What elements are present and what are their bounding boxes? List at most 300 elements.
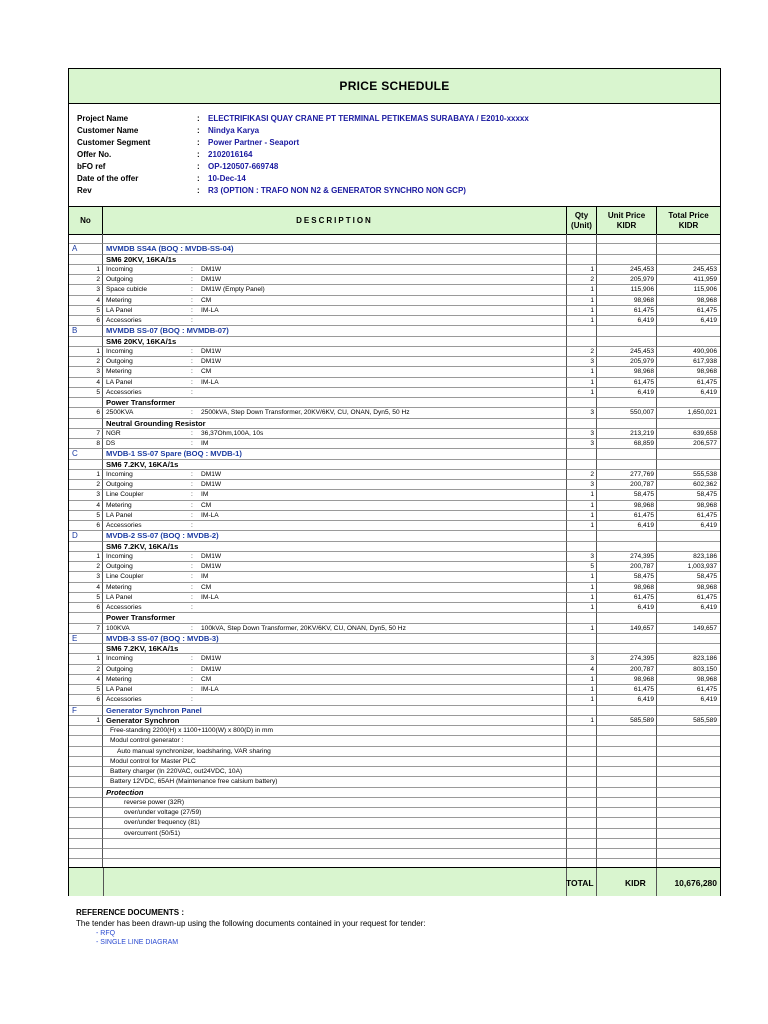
- cell-unit-price: 61,475: [597, 685, 657, 695]
- row-heading: SM6 7.2KV, 16KA/1s: [106, 644, 179, 653]
- cell-no: [69, 337, 103, 347]
- table-row: [69, 685, 720, 695]
- item-colon: :: [191, 655, 193, 663]
- cell-no: 3: [69, 572, 103, 582]
- cell-no: E: [69, 634, 103, 644]
- cell-qty: [567, 326, 597, 336]
- price-schedule-sheet: [68, 68, 721, 896]
- cell-total-price: [657, 244, 720, 254]
- item-colon: :: [191, 511, 193, 519]
- cell-unit-price: [597, 808, 657, 818]
- cell-qty: [567, 398, 597, 408]
- table-row: [69, 439, 720, 449]
- cell-unit-price: 200,787: [597, 665, 657, 675]
- cell-total-price: 245,453: [657, 265, 720, 275]
- cell-unit-price: [597, 788, 657, 798]
- info-value: ELECTRIFIKASI QUAY CRANE PT TERMINAL PETIKEMAS SURABAYA / E2010-xxxxx: [208, 114, 529, 123]
- cell-total-price: 58,475: [657, 490, 720, 500]
- cell-no: [69, 747, 103, 757]
- cell-no: [69, 398, 103, 408]
- cell-no: 5: [69, 593, 103, 603]
- cell-no: B: [69, 326, 103, 336]
- item-spec: DM1W: [201, 563, 222, 570]
- cell-qty: 1: [567, 583, 597, 593]
- cell-total-price: [657, 777, 720, 787]
- cell-total-price: 639,658: [657, 429, 720, 439]
- item-colon: :: [191, 429, 193, 437]
- cell-no: [69, 542, 103, 552]
- cell-description: [103, 624, 567, 634]
- cell-description: [103, 685, 567, 695]
- cell-total-price: 1,650,021: [657, 408, 720, 418]
- cell-qty: 1: [567, 675, 597, 685]
- cell-unit-price: 274,395: [597, 654, 657, 664]
- cell-unit-price: 550,007: [597, 408, 657, 418]
- info-value: Nindya Karya: [208, 126, 260, 135]
- cell-description: [103, 337, 567, 347]
- cell-total-price: [657, 326, 720, 336]
- table-row: [69, 552, 720, 562]
- info-value: R3 (OPTION : TRAFO NON N2 & GENERATOR SYNCHRO NON GCP): [208, 186, 466, 195]
- cell-qty: [567, 531, 597, 541]
- cell-no: F: [69, 706, 103, 716]
- cell-no: 3: [69, 367, 103, 377]
- item-name: LA Panel: [106, 686, 133, 693]
- cell-qty: 1: [567, 593, 597, 603]
- cell-qty: [567, 798, 597, 808]
- cell-description: [103, 839, 567, 849]
- cell-total-price: 411,959: [657, 275, 720, 285]
- table-row: [69, 296, 720, 306]
- info-label: Customer Name: [77, 126, 139, 135]
- table-row: [69, 275, 720, 285]
- cell-no: [69, 255, 103, 265]
- table-row: [69, 818, 720, 828]
- cell-description: [103, 829, 567, 839]
- cell-no: 1: [69, 265, 103, 275]
- cell-total-price: [657, 255, 720, 265]
- item-spec: 100kVA, Step Down Transformer, 20KV/6KV, CU, ONAN, Dyn5, 50 Hz: [201, 624, 406, 632]
- header-qty: Qty (Unit): [567, 207, 597, 234]
- cell-unit-price: [597, 255, 657, 265]
- cell-description: [103, 542, 567, 552]
- cell-unit-price: 98,968: [597, 296, 657, 306]
- cell-qty: [567, 808, 597, 818]
- total-divider: [103, 868, 104, 896]
- item-spec: DM1W: [201, 481, 222, 488]
- cell-no: [69, 798, 103, 808]
- cell-description: [103, 511, 567, 521]
- cell-description: [103, 419, 567, 429]
- cell-unit-price: [597, 839, 657, 849]
- cell-qty: 3: [567, 439, 597, 449]
- cell-description: [103, 378, 567, 388]
- cell-no: 1: [69, 654, 103, 664]
- cell-unit-price: 213,219: [597, 429, 657, 439]
- cell-no: 1: [69, 552, 103, 562]
- table-row: [69, 747, 720, 757]
- cell-total-price: [657, 839, 720, 849]
- cell-qty: 1: [567, 716, 597, 726]
- cell-no: 4: [69, 296, 103, 306]
- item-colon: :: [191, 573, 193, 581]
- cell-total-price: 490,906: [657, 347, 720, 357]
- item-colon: :: [191, 686, 193, 693]
- header-no: No: [69, 207, 103, 234]
- cell-no: 4: [69, 378, 103, 388]
- cell-qty: [567, 829, 597, 839]
- table-row: [69, 777, 720, 787]
- item-name: Incoming: [106, 265, 133, 273]
- cell-total-price: [657, 613, 720, 623]
- header-total-price: Total Price KIDR: [668, 210, 709, 230]
- cell-description: [103, 347, 567, 357]
- cell-total-price: [657, 736, 720, 746]
- cell-qty: [567, 777, 597, 787]
- cell-no: 4: [69, 501, 103, 511]
- cell-no: [69, 736, 103, 746]
- cell-total-price: [657, 644, 720, 654]
- cell-unit-price: [597, 634, 657, 644]
- item-name: LA Panel: [106, 378, 133, 386]
- table-row: [69, 285, 720, 295]
- item-spec: IM-LA: [201, 511, 219, 519]
- cell-qty: 3: [567, 357, 597, 367]
- info-colon: :: [197, 186, 200, 195]
- cell-description: [103, 736, 567, 746]
- item-name: Metering: [106, 368, 132, 376]
- cell-unit-price: 61,475: [597, 511, 657, 521]
- item-colon: :: [191, 378, 193, 386]
- cell-no: 3: [69, 490, 103, 500]
- table-row: [69, 408, 720, 418]
- cell-unit-price: [597, 234, 657, 244]
- cell-unit-price: 149,657: [597, 624, 657, 634]
- item-name: Outgoing: [106, 665, 133, 673]
- cell-total-price: [657, 234, 720, 244]
- total-unit: KIDR: [625, 878, 646, 888]
- cell-description: [103, 583, 567, 593]
- row-heading: MVMDB SS-07 (BOQ : MVMDB-07): [106, 326, 229, 336]
- cell-no: [69, 757, 103, 767]
- cell-qty: 1: [567, 695, 597, 705]
- item-colon: :: [191, 306, 193, 314]
- cell-description: [103, 429, 567, 439]
- cell-no: 1: [69, 716, 103, 726]
- cell-qty: [567, 644, 597, 654]
- cell-unit-price: 61,475: [597, 593, 657, 603]
- info-value: Power Partner - Seaport: [208, 138, 300, 147]
- item-colon: :: [191, 286, 193, 294]
- cell-description: [103, 767, 567, 777]
- item-colon: :: [191, 276, 193, 283]
- item-colon: :: [191, 501, 193, 509]
- cell-description: [103, 244, 567, 254]
- cell-no: [69, 234, 103, 244]
- item-spec: 36,37Ohm,100A, 10s: [201, 429, 264, 437]
- item-name: Outgoing: [106, 358, 133, 365]
- cell-total-price: 602,362: [657, 480, 720, 490]
- cell-description: [103, 490, 567, 500]
- item-name: Incoming: [106, 655, 133, 663]
- cell-qty: [567, 234, 597, 244]
- table-row: [69, 234, 720, 244]
- cell-description: [103, 603, 567, 613]
- cell-qty: 1: [567, 388, 597, 398]
- cell-unit-price: [597, 736, 657, 746]
- cell-total-price: [657, 808, 720, 818]
- info-label: Customer Segment: [77, 138, 151, 147]
- row-heading: MVDB-1 SS-07 Spare (BOQ : MVDB-1): [106, 449, 242, 459]
- cell-description: [103, 644, 567, 654]
- item-spec: IM: [201, 440, 209, 447]
- info-label: Offer No.: [77, 150, 112, 159]
- table-row: [69, 839, 720, 849]
- cell-no: [69, 419, 103, 429]
- item-spec: IM: [201, 491, 209, 499]
- item-spec: IM-LA: [201, 593, 219, 601]
- table-row: [69, 798, 720, 808]
- cell-description: [103, 296, 567, 306]
- cell-total-price: 585,589: [657, 716, 720, 726]
- table-row: [69, 634, 720, 644]
- cell-no: [69, 726, 103, 736]
- cell-total-price: 206,577: [657, 439, 720, 449]
- cell-total-price: 149,657: [657, 624, 720, 634]
- info-colon: :: [197, 138, 200, 147]
- table-row: [69, 511, 720, 521]
- cell-total-price: 6,419: [657, 388, 720, 398]
- cell-qty: 2: [567, 470, 597, 480]
- cell-description: [103, 306, 567, 316]
- table-row: [69, 726, 720, 736]
- cell-description: [103, 654, 567, 664]
- cell-description: [103, 562, 567, 572]
- cell-description: [103, 285, 567, 295]
- cell-no: [69, 849, 103, 859]
- item-name: Outgoing: [106, 563, 133, 570]
- item-name: Metering: [106, 583, 132, 591]
- item-name: LA Panel: [106, 306, 133, 314]
- cell-description: [103, 818, 567, 828]
- table-row: [69, 357, 720, 367]
- item-colon: :: [191, 583, 193, 591]
- item-spec: DM1W (Empty Panel): [201, 286, 265, 294]
- cell-unit-price: 98,968: [597, 367, 657, 377]
- row-heading: MVDB-2 SS-07 (BOQ : MVDB-2): [106, 531, 219, 541]
- total-divider: [596, 868, 597, 896]
- cell-description: [103, 593, 567, 603]
- row-heading: Generator Synchron: [106, 715, 180, 725]
- table-row: [69, 460, 720, 470]
- cell-unit-price: 98,968: [597, 675, 657, 685]
- cell-description: [103, 316, 567, 326]
- row-heading: Neutral Grounding Resistor: [106, 418, 206, 428]
- cell-total-price: 61,475: [657, 306, 720, 316]
- cell-unit-price: 6,419: [597, 603, 657, 613]
- cell-total-price: [657, 337, 720, 347]
- item-note: over/under frequency (81): [124, 819, 200, 827]
- cell-description: [103, 255, 567, 265]
- cell-unit-price: 6,419: [597, 316, 657, 326]
- item-colon: :: [191, 265, 193, 273]
- info-label: bFO ref: [77, 162, 106, 171]
- table-header: [69, 206, 720, 235]
- cell-total-price: [657, 542, 720, 552]
- cell-qty: 1: [567, 603, 597, 613]
- table-row: [69, 603, 720, 613]
- item-name: Line Coupler: [106, 491, 144, 499]
- cell-total-price: [657, 829, 720, 839]
- item-spec: CM: [201, 368, 212, 376]
- cell-description: [103, 408, 567, 418]
- cell-no: 8: [69, 439, 103, 449]
- cell-total-price: 555,538: [657, 470, 720, 480]
- cell-description: [103, 480, 567, 490]
- item-name: Outgoing: [106, 276, 133, 283]
- cell-qty: 1: [567, 378, 597, 388]
- cell-unit-price: 274,395: [597, 552, 657, 562]
- cell-qty: [567, 419, 597, 429]
- cell-qty: 1: [567, 624, 597, 634]
- row-heading: SM6 7.2KV, 16KA/1s: [106, 541, 179, 551]
- table-row: [69, 244, 720, 254]
- cell-no: D: [69, 531, 103, 541]
- item-colon: :: [191, 358, 193, 365]
- cell-description: [103, 695, 567, 705]
- item-colon: :: [191, 696, 193, 704]
- cell-unit-price: [597, 419, 657, 429]
- table-row: [69, 367, 720, 377]
- table-row: [69, 736, 720, 746]
- reference-item: - SINGLE LINE DIAGRAM: [96, 939, 179, 946]
- cell-unit-price: [597, 798, 657, 808]
- cell-total-price: 6,419: [657, 603, 720, 613]
- cell-description: [103, 367, 567, 377]
- cell-qty: 1: [567, 511, 597, 521]
- cell-unit-price: 277,769: [597, 470, 657, 480]
- table-row: [69, 480, 720, 490]
- cell-description: [103, 675, 567, 685]
- cell-description: [103, 757, 567, 767]
- row-heading: Power Transformer: [106, 398, 176, 407]
- table-row: [69, 378, 720, 388]
- item-name: Metering: [106, 501, 132, 509]
- table-row: [69, 501, 720, 511]
- cell-no: [69, 777, 103, 787]
- item-colon: :: [191, 522, 193, 529]
- cell-description: [103, 388, 567, 398]
- item-note: overcurrent (50/51): [124, 829, 181, 837]
- item-colon: :: [191, 604, 193, 611]
- table-row: [69, 624, 720, 634]
- table-row: [69, 808, 720, 818]
- cell-description: [103, 808, 567, 818]
- row-heading: SM6 20KV, 16KA/1s: [106, 254, 177, 264]
- cell-no: 6: [69, 408, 103, 418]
- info-colon: :: [197, 162, 200, 171]
- cell-total-price: 803,150: [657, 665, 720, 675]
- item-colon: :: [191, 624, 193, 632]
- cell-description: [103, 234, 567, 244]
- cell-total-price: 98,968: [657, 675, 720, 685]
- cell-no: [69, 808, 103, 818]
- cell-no: 1: [69, 470, 103, 480]
- item-note: Battery charger (In 220VAC, out24VDC, 10A): [110, 768, 243, 775]
- info-label: Project Name: [77, 114, 129, 123]
- cell-total-price: [657, 398, 720, 408]
- project-info-row: [77, 174, 717, 186]
- cell-qty: 3: [567, 429, 597, 439]
- cell-unit-price: 245,453: [597, 265, 657, 275]
- cell-description: [103, 521, 567, 531]
- cell-qty: 1: [567, 490, 597, 500]
- cell-qty: 1: [567, 316, 597, 326]
- item-name: LA Panel: [106, 511, 133, 519]
- cell-total-price: 617,938: [657, 357, 720, 367]
- cell-unit-price: 585,589: [597, 716, 657, 726]
- references-title: REFERENCE DOCUMENTS :: [76, 908, 185, 917]
- cell-qty: 1: [567, 572, 597, 582]
- cell-description: [103, 788, 567, 798]
- project-info-row: [77, 114, 717, 126]
- item-spec: IM: [201, 573, 209, 581]
- info-label: Date of the offer: [77, 174, 139, 183]
- table-row: [69, 593, 720, 603]
- cell-qty: [567, 757, 597, 767]
- table-row: [69, 255, 720, 265]
- cell-qty: [567, 839, 597, 849]
- cell-unit-price: 98,968: [597, 501, 657, 511]
- cell-unit-price: [597, 829, 657, 839]
- cell-no: [69, 818, 103, 828]
- cell-qty: 3: [567, 480, 597, 490]
- cell-qty: 1: [567, 367, 597, 377]
- item-spec: IM-LA: [201, 378, 219, 386]
- row-heading: Power Transformer: [106, 613, 176, 623]
- cell-qty: 3: [567, 552, 597, 562]
- cell-qty: 1: [567, 296, 597, 306]
- cell-total-price: 61,475: [657, 593, 720, 603]
- item-spec: 2500kVA, Step Down Transformer, 20KV/6KV, CU, ONAN, Dyn5, 50 Hz: [201, 409, 410, 417]
- item-colon: :: [191, 317, 193, 324]
- cell-no: 4: [69, 583, 103, 593]
- table-row: [69, 767, 720, 777]
- cell-total-price: 823,186: [657, 552, 720, 562]
- table-row: [69, 665, 720, 675]
- cell-description: [103, 552, 567, 562]
- table-row: [69, 644, 720, 654]
- cell-unit-price: 61,475: [597, 306, 657, 316]
- item-colon: :: [191, 563, 193, 570]
- row-heading: SM6 20KV, 16KA/1s: [106, 336, 177, 346]
- cell-description: [103, 747, 567, 757]
- cell-no: [69, 829, 103, 839]
- cell-total-price: 6,419: [657, 521, 720, 531]
- cell-total-price: 98,968: [657, 501, 720, 511]
- cell-no: 5: [69, 306, 103, 316]
- cell-unit-price: [597, 449, 657, 459]
- cell-unit-price: [597, 613, 657, 623]
- item-name: LA Panel: [106, 593, 133, 601]
- cell-description: [103, 634, 567, 644]
- item-spec: CM: [201, 296, 212, 304]
- cell-no: 5: [69, 511, 103, 521]
- cell-total-price: [657, 531, 720, 541]
- item-note: Free-standing 2200(H) x 1100+1100(W) x 800(D) in mm: [110, 727, 274, 734]
- cell-no: [69, 613, 103, 623]
- cell-no: 6: [69, 603, 103, 613]
